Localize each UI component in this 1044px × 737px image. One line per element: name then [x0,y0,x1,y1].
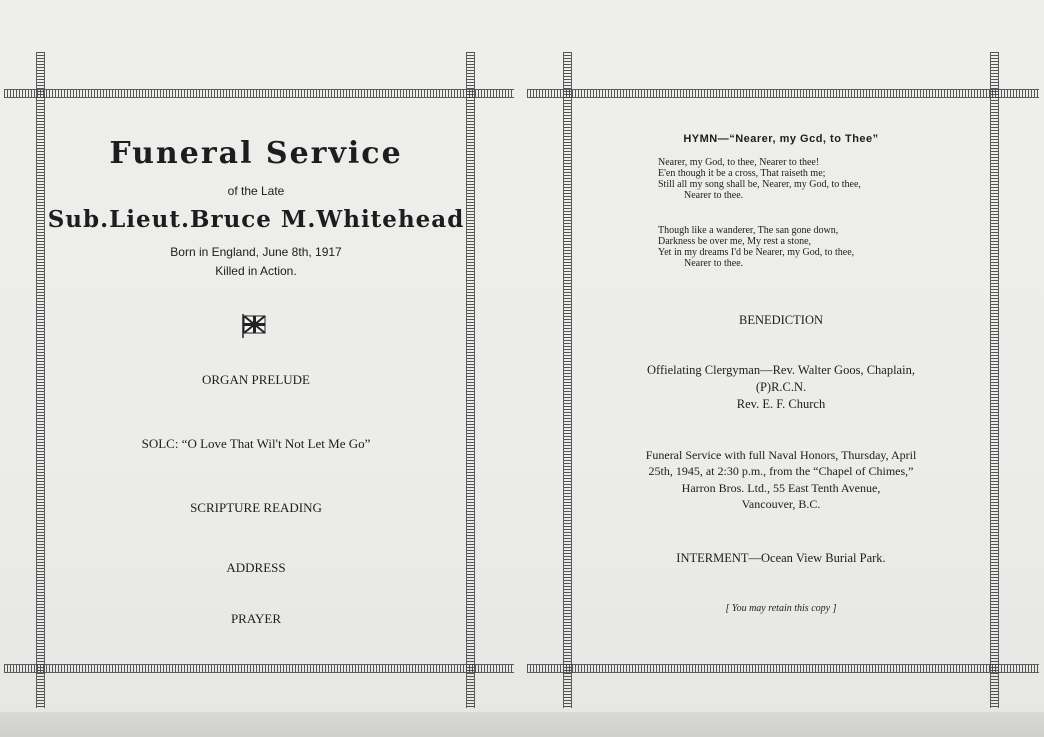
left-outer-rule [36,52,45,708]
verse1-line: Nearer to thee. [684,190,744,201]
left-bottom-rule [4,664,514,673]
program-item-organ-prelude: ORGAN PRELUDE [202,372,310,387]
verse1-line: E'en though it be a cross, That raiseth me; [658,168,826,179]
interment: INTERMENT—Ocean View Burial Park. [676,551,886,565]
verse1-line: Still all my song shall be, Nearer, my God, to thee, [658,179,861,190]
left-panel [46,100,466,660]
right-top-rule [527,89,1039,98]
verse2-line: Nearer to thee. [684,258,744,269]
of-the-late: of the Late [227,184,285,198]
retain-copy-note: [ You may retain this copy ] [725,603,837,614]
officiating-line-2: (P)R.C.N. [755,380,807,394]
right-bottom-rule [527,664,1039,673]
birth-line: Born in England, June 8th, 1917 [170,245,342,259]
officiating-line-3: Rev. E. F. Church [736,397,826,411]
benediction: BENEDICTION [738,313,823,327]
program-item-prayer: PRAYER [230,611,282,626]
hymn-verse-1 [658,157,861,201]
verse2-line: Though like a wanderer, The san gone down, [658,225,839,236]
right-outer-rule [563,52,572,708]
program-item-address: ADDRESS [226,560,286,575]
left-inner-rule [466,52,475,708]
verse2-line: Darkness be over me, My rest a stone, [658,236,812,247]
deceased-name: Sub.Lieut.Bruce M.Whitehead [47,206,465,233]
funeral-details-line-4: Vancouver, B.C. [741,497,821,511]
service-title: Funeral Service [109,136,403,171]
bottom-edge-shadow [0,712,1044,737]
officiating-line-1: Offielating Clergyman—Rev. Walter Goos, Chaplain, [647,363,915,377]
verse1-line: Nearer, my God, to thee, Nearer to thee! [658,157,820,168]
hymn-title: HYMN—“Nearer, my Gcd, to Thee” [683,133,879,145]
verse2-line: Yet in my dreams I'd be Nearer, my God, to thee, [658,247,855,258]
right-inner-rule [990,52,999,708]
killed-line: Killed in Action. [215,264,297,278]
right-panel-body [574,300,988,660]
program-item-solo: SOLC: “O Love That Wil't Not Let Me Go” [141,436,371,451]
left-top-rule [4,89,514,98]
hymn-verse-2 [658,225,854,269]
program-item-scripture: SCRIPTURE READING [190,500,322,515]
funeral-details-line-1: Funeral Service with full Naval Honors, Thursday, April [645,448,917,462]
funeral-details-line-3: Harron Bros. Ltd., 55 East Tenth Avenue, [681,481,881,495]
union-jack-flag-icon [241,313,267,339]
funeral-details-line-2: 25th, 1945, at 2:30 p.m., from the “Chapel of Chimes,” [648,464,914,478]
